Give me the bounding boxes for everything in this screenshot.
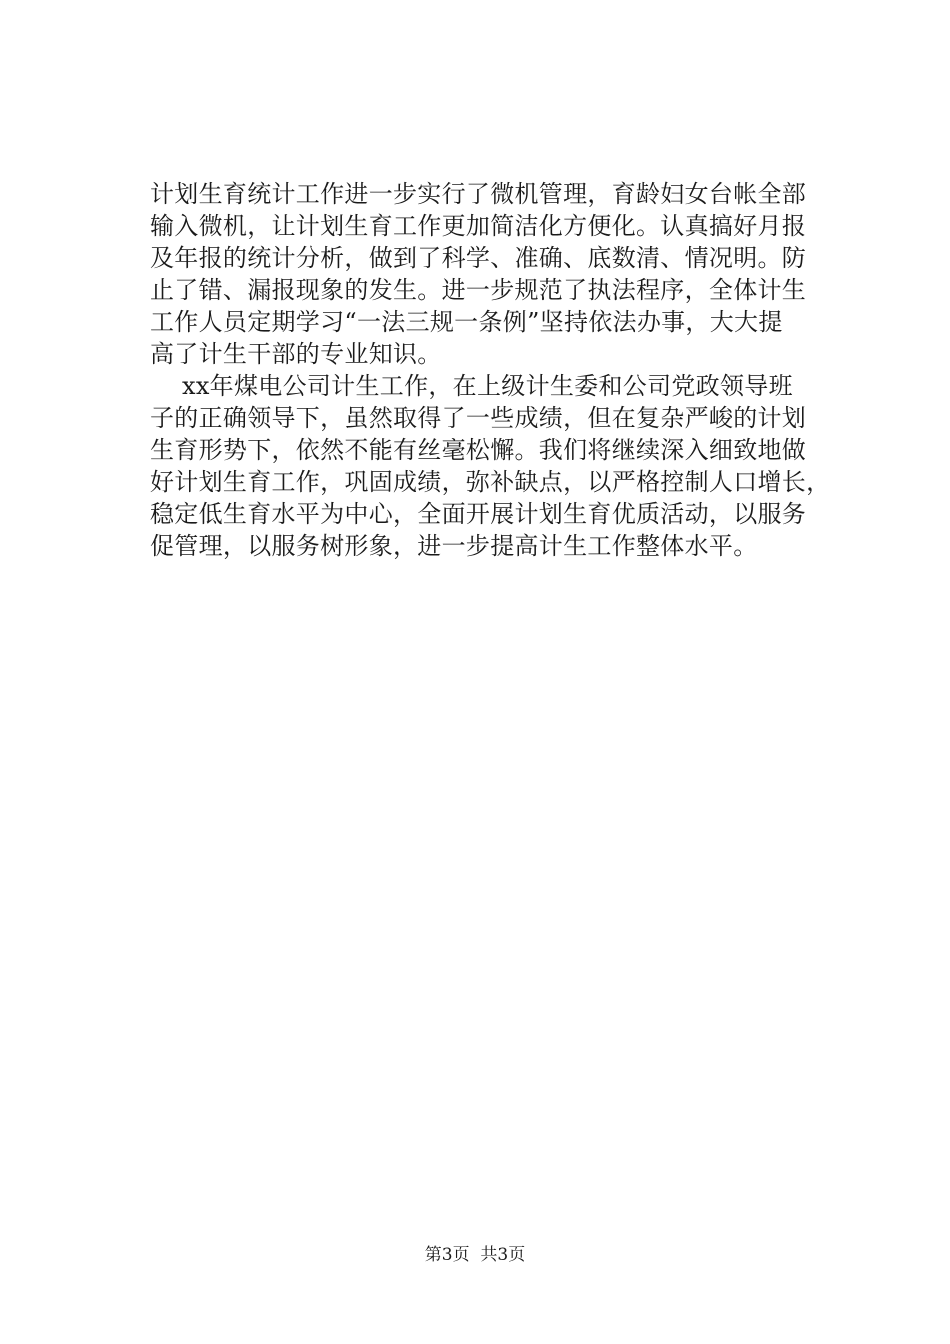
- text-line: 计划生育统计工作进一步实行了微机管理，育龄妇女台帐全部: [150, 180, 807, 208]
- footer-separator: [470, 1245, 481, 1265]
- text-line: 稳定低生育水平为中心，全面开展计划生育优质活动，以服务: [150, 500, 807, 528]
- text-line: xx年煤电公司计生工作，在上级计生委和公司党政领导班: [182, 372, 793, 400]
- text-line: 输入微机，让计划生育工作更加简洁化方便化。认真搞好月报: [150, 212, 807, 240]
- paragraph-1: [150, 178, 850, 370]
- document-body: [150, 178, 850, 562]
- page-footer: [0, 1244, 950, 1266]
- text-line: 促管理，以服务树形象，进一步提高计生工作整体水平。: [150, 532, 758, 560]
- text-line: 生育形势下，依然不能有丝毫松懈。我们将继续深入细致地做: [150, 436, 807, 464]
- text-line: 子的正确领导下，虽然取得了一些成绩，但在复杂严峻的计划: [150, 404, 807, 432]
- current-page-number: 第3页: [424, 1245, 470, 1265]
- text-line: 及年报的统计分析，做到了科学、准确、底数清、情况明。防: [150, 244, 807, 272]
- text-line: 好计划生育工作，巩固成绩，弥补缺点，以严格控制人口增长，: [150, 468, 831, 496]
- text-line: 止了错、漏报现象的发生。进一步规范了执法程序，全体计生: [150, 276, 807, 304]
- text-line: 高了计生干部的专业知识。: [150, 340, 442, 368]
- total-pages: 共3页: [480, 1245, 526, 1265]
- paragraph-2: [150, 370, 850, 562]
- text-line: 工作人员定期学习“一法三规一条例”坚持依法办事，大大提: [150, 308, 783, 336]
